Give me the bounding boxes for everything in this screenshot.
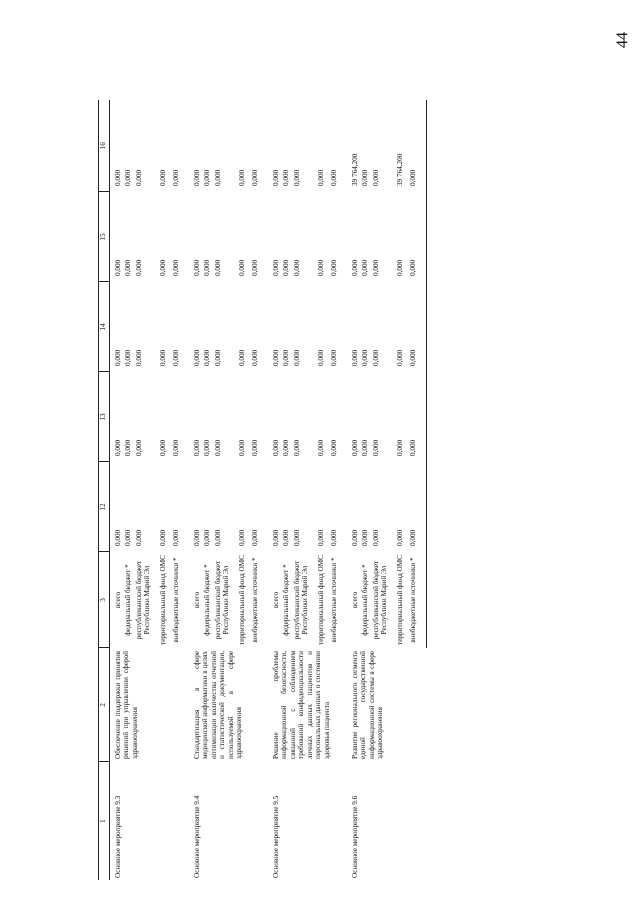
value-cell: 0,000 xyxy=(114,349,122,366)
value-cell: 0,000 xyxy=(124,439,133,456)
value-cell: 0,000 xyxy=(124,259,133,276)
column-header-7: 15 xyxy=(99,192,110,282)
column-header-4: 12 xyxy=(99,462,110,552)
value-cell: 0,000 xyxy=(282,529,291,546)
value-cell: 0,000 xyxy=(192,349,201,366)
value-cell: 0,000 xyxy=(213,439,222,456)
event-description: Стандартизация в сфере медицинской информатики в целях оптимизации количества отчетной и статистической документации, используемой в сфере здравоохранения xyxy=(192,650,244,759)
funding-source: территориальный фонд ОМС xyxy=(237,555,246,645)
value-cell: 0,000 xyxy=(124,529,133,546)
value-cell: 0,000 xyxy=(271,169,280,186)
value-cell: 0,000 xyxy=(361,529,370,546)
funding-source: внебюджетные источники * xyxy=(408,552,426,648)
value-cell: 0,000 xyxy=(282,349,291,366)
value-cell: 0,000 xyxy=(237,439,246,456)
value-cell: 39 764,200 xyxy=(350,153,359,186)
value-cell: 0,000 xyxy=(213,259,222,276)
value-cell: 0,000 xyxy=(192,169,201,186)
value-cell: 0,000 xyxy=(158,349,167,366)
column-header-2: 2 xyxy=(99,648,110,762)
value-cell: 0,000 xyxy=(330,439,339,456)
funding-source: территориальный фонд ОМС xyxy=(158,555,167,645)
value-cell: 0,000 xyxy=(395,439,404,456)
value-cell: 0,000 xyxy=(408,462,426,552)
value-cell: 0,000 xyxy=(371,349,380,366)
value-cell: 0,000 xyxy=(192,529,201,546)
value-cell: 0,000 xyxy=(172,529,181,546)
value-cell: 0,000 xyxy=(251,349,260,366)
column-header-row xyxy=(99,100,110,880)
column-header-5: 13 xyxy=(99,372,110,462)
value-cell: 0,000 xyxy=(408,192,426,282)
value-cell: 0,000 xyxy=(282,259,291,276)
value-cell: 0,000 xyxy=(172,169,181,186)
column-header-3: 3 xyxy=(99,552,110,648)
value-cell: 0,000 xyxy=(350,259,359,276)
value-cell: 0,000 xyxy=(350,349,359,366)
value-cell: 0,000 xyxy=(134,259,143,276)
value-cell: 0,000 xyxy=(271,349,280,366)
value-cell: 0,000 xyxy=(134,439,143,456)
value-cell: 0,000 xyxy=(361,169,370,186)
value-cell: 0,000 xyxy=(350,439,359,456)
value-cell: 0,000 xyxy=(271,529,280,546)
event-description: Развитие регионального сегмента единой государственной информационной системы в сфере здравоохранения xyxy=(350,651,385,759)
value-cell: 0,000 xyxy=(316,349,325,366)
table-body xyxy=(110,100,427,880)
value-cell: 0,000 xyxy=(292,529,301,546)
value-cell: 0,000 xyxy=(251,169,260,186)
value-cell: 0,000 xyxy=(134,529,143,546)
value-cell: 0,000 xyxy=(114,439,122,456)
value-cell: 0,000 xyxy=(408,282,426,372)
value-cell: 0,000 xyxy=(158,529,167,546)
funding-source: территориальный фонд ОМС xyxy=(395,555,404,645)
funding-source: всего xyxy=(114,591,122,609)
value-cell: 0,000 xyxy=(350,529,359,546)
value-cell: 0,000 xyxy=(213,349,222,366)
value-cell: 0,000 xyxy=(371,529,380,546)
value-cell: 0,000 xyxy=(134,169,143,186)
funding-source: федеральный бюджет * xyxy=(124,564,133,636)
funding-source: внебюджетные источники * xyxy=(330,557,339,643)
value-cell: 0,000 xyxy=(271,259,280,276)
funding-source: республиканский бюджет Республики Марий Эл xyxy=(213,560,231,640)
value-cell: 0,000 xyxy=(213,529,222,546)
value-cell: 0,000 xyxy=(192,439,201,456)
value-cell: 0,000 xyxy=(395,529,404,546)
value-cell: 0,000 xyxy=(371,439,380,456)
value-cell: 0,000 xyxy=(158,259,167,276)
value-cell: 0,000 xyxy=(408,372,426,462)
funding-source: федеральный бюджет * xyxy=(282,564,291,636)
funding-source: федеральный бюджет * xyxy=(361,564,370,636)
value-cell: 0,000 xyxy=(292,439,301,456)
table-row xyxy=(110,100,124,880)
value-cell: 0,000 xyxy=(114,529,122,546)
funding-source: всего xyxy=(192,591,201,609)
column-header-1: 1 xyxy=(99,762,110,880)
funding-table xyxy=(98,100,427,880)
value-cell: 0,000 xyxy=(361,439,370,456)
funding-source: республиканский бюджет Республики Марий Эл xyxy=(134,560,152,640)
value-cell: 0,000 xyxy=(292,349,301,366)
value-cell: 39 764,200 xyxy=(395,153,404,186)
value-cell: 0,000 xyxy=(251,439,260,456)
table-row xyxy=(347,100,360,880)
rotated-table-container xyxy=(98,100,628,880)
event-description: Решение проблемы информационной безопасности, связанной с соблюдением требований конфиденциальности личных данных пациентов и персональных данных о состоянии здоровья пациента xyxy=(271,651,331,759)
value-cell: 0,000 xyxy=(114,169,122,186)
column-header-6: 14 xyxy=(99,282,110,372)
value-cell: 0,000 xyxy=(124,169,133,186)
value-cell: 0,000 xyxy=(203,349,212,366)
value-cell: 0,000 xyxy=(395,349,404,366)
value-cell: 0,000 xyxy=(237,529,246,546)
value-cell: 0,000 xyxy=(251,259,260,276)
value-cell: 0,000 xyxy=(203,259,212,276)
value-cell: 0,000 xyxy=(361,259,370,276)
event-name: Основное мероприятие 9.5 xyxy=(271,795,280,878)
value-cell: 0,000 xyxy=(172,259,181,276)
event-description: Обеспечение поддержки принятия решений при управлении сферой здравоохранения xyxy=(114,651,139,759)
value-cell: 0,000 xyxy=(158,169,167,186)
funding-source: республиканский бюджет Республики Марий Эл xyxy=(371,560,389,640)
value-cell: 0,000 xyxy=(114,259,122,276)
value-cell: 0,000 xyxy=(192,259,201,276)
value-cell: 0,000 xyxy=(330,349,339,366)
page-number: 44 xyxy=(614,32,631,48)
value-cell: 0,000 xyxy=(371,169,380,186)
value-cell: 0,000 xyxy=(134,349,143,366)
funding-source: всего xyxy=(271,591,280,609)
value-cell: 0,000 xyxy=(316,439,325,456)
value-cell: 0,000 xyxy=(316,169,325,186)
value-cell: 0,000 xyxy=(203,169,212,186)
value-cell: 0,000 xyxy=(292,169,301,186)
funding-source: внебюджетные источники * xyxy=(251,557,260,643)
table-row xyxy=(268,100,281,880)
value-cell: 0,000 xyxy=(330,529,339,546)
value-cell: 0,000 xyxy=(213,169,222,186)
value-cell: 0,000 xyxy=(361,349,370,366)
column-header-8: 16 xyxy=(99,100,110,192)
value-cell: 0,000 xyxy=(371,259,380,276)
funding-source: внебюджетные источники * xyxy=(172,557,181,643)
event-name: Основное мероприятие 9.6 xyxy=(350,795,359,878)
value-cell: 0,000 xyxy=(408,100,426,192)
value-cell: 0,000 xyxy=(292,259,301,276)
funding-source: федеральный бюджет * xyxy=(203,564,212,636)
value-cell: 0,000 xyxy=(330,259,339,276)
funding-source: территориальный фонд ОМС xyxy=(316,555,325,645)
value-cell: 0,000 xyxy=(316,259,325,276)
value-cell: 0,000 xyxy=(124,349,133,366)
value-cell: 0,000 xyxy=(282,439,291,456)
funding-source: республиканский бюджет Республики Марий Эл xyxy=(292,560,310,640)
funding-source: всего xyxy=(350,591,359,609)
value-cell: 0,000 xyxy=(172,439,181,456)
value-cell: 0,000 xyxy=(158,439,167,456)
value-cell: 0,000 xyxy=(316,529,325,546)
value-cell: 0,000 xyxy=(237,169,246,186)
table-row xyxy=(189,100,202,880)
value-cell: 0,000 xyxy=(251,529,260,546)
value-cell: 0,000 xyxy=(203,439,212,456)
value-cell: 0,000 xyxy=(237,349,246,366)
value-cell: 0,000 xyxy=(237,259,246,276)
value-cell: 0,000 xyxy=(282,169,291,186)
value-cell: 0,000 xyxy=(172,349,181,366)
value-cell: 0,000 xyxy=(203,529,212,546)
event-name: Основное мероприятие 9.4 xyxy=(192,795,201,878)
event-name: Основное мероприятие 9.3 xyxy=(114,795,122,878)
value-cell: 0,000 xyxy=(395,259,404,276)
value-cell: 0,000 xyxy=(330,169,339,186)
value-cell: 0,000 xyxy=(271,439,280,456)
